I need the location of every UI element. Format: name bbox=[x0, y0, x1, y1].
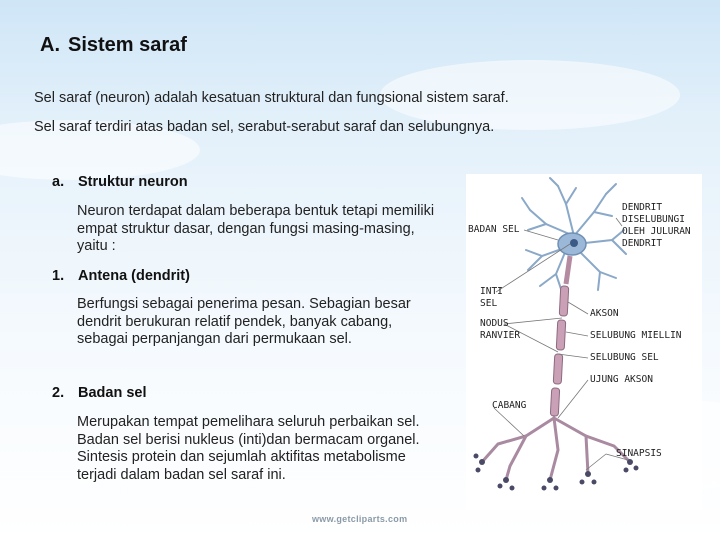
title-text: Sistem saraf bbox=[68, 34, 187, 56]
label-nodus: NODUS bbox=[480, 318, 509, 329]
label-ujung-akson: UJUNG AKSON bbox=[590, 374, 653, 385]
label-selubung-mielin: SELUBUNG MIELLIN bbox=[590, 330, 682, 341]
neuron-illustration bbox=[466, 174, 702, 510]
section-heading-dendrit bbox=[52, 268, 190, 284]
section-number: a. bbox=[52, 174, 65, 190]
label-sel: SEL bbox=[480, 298, 498, 309]
section-heading-text: Antena (dendrit) bbox=[78, 268, 190, 284]
axon-terminals bbox=[482, 418, 630, 480]
section-text-dendrit: Berfungsi sebagai penerima pesan. Sebagian besar dendrit berukuran relatif pendek, banyak cabang, sebagai perpanjangan dari permukaan sel. bbox=[77, 296, 411, 347]
label-selubung-sel: SELUBUNG SEL bbox=[590, 352, 659, 363]
title-number: A. bbox=[40, 34, 60, 56]
label-inti: INTI bbox=[480, 286, 503, 297]
label-oleh-juluran: OLEH JULURAN bbox=[622, 226, 691, 237]
label-ranvier: RANVIER bbox=[480, 330, 521, 341]
section-number: 1. bbox=[52, 268, 65, 284]
section-text-struktur: Neuron terdapat dalam beberapa bentuk tetapi memiliki empat struktur dasar, dengan fungsi masing-masing, yaitu : bbox=[77, 203, 435, 254]
section-text-badan-sel: Merupakan tempat pemelihara seluruh perbaikan sel. Badan sel berisi nukleus (inti)dan bermacam organel. Sintesis protein dan sejumlah aktifitas metabolisme terjadi dalam badan sel saraf ini. bbox=[77, 414, 420, 483]
section-number: 2. bbox=[52, 385, 65, 401]
section-heading-struktur bbox=[52, 174, 188, 190]
label-dendrit: DENDRIT bbox=[622, 202, 663, 213]
axon bbox=[550, 256, 570, 416]
intro-paragraph-2: Sel saraf terdiri atas badan sel, serabut-serabut saraf dan selubungnya. bbox=[34, 119, 495, 135]
label-cabang: CABANG bbox=[492, 400, 527, 411]
section-heading-badan-sel bbox=[52, 385, 147, 401]
neuron-diagram bbox=[466, 174, 702, 510]
label-diselubungi: DISELUBUNGI bbox=[622, 214, 685, 225]
nucleus bbox=[570, 239, 578, 247]
label-badan-sel: BADAN SEL bbox=[468, 224, 520, 235]
label-akson: AKSON bbox=[590, 308, 619, 319]
page-title bbox=[40, 34, 187, 57]
label-sinapsis: SINAPSIS bbox=[616, 448, 662, 459]
footer-watermark: www.getcliparts.com bbox=[312, 514, 408, 524]
label-dendrit-2: DENDRIT bbox=[622, 238, 663, 249]
section-heading-text: Badan sel bbox=[78, 385, 147, 401]
intro-paragraph-1: Sel saraf (neuron) adalah kesatuan struktural dan fungsional sistem saraf. bbox=[34, 90, 509, 106]
section-heading-text: Struktur neuron bbox=[78, 174, 188, 190]
